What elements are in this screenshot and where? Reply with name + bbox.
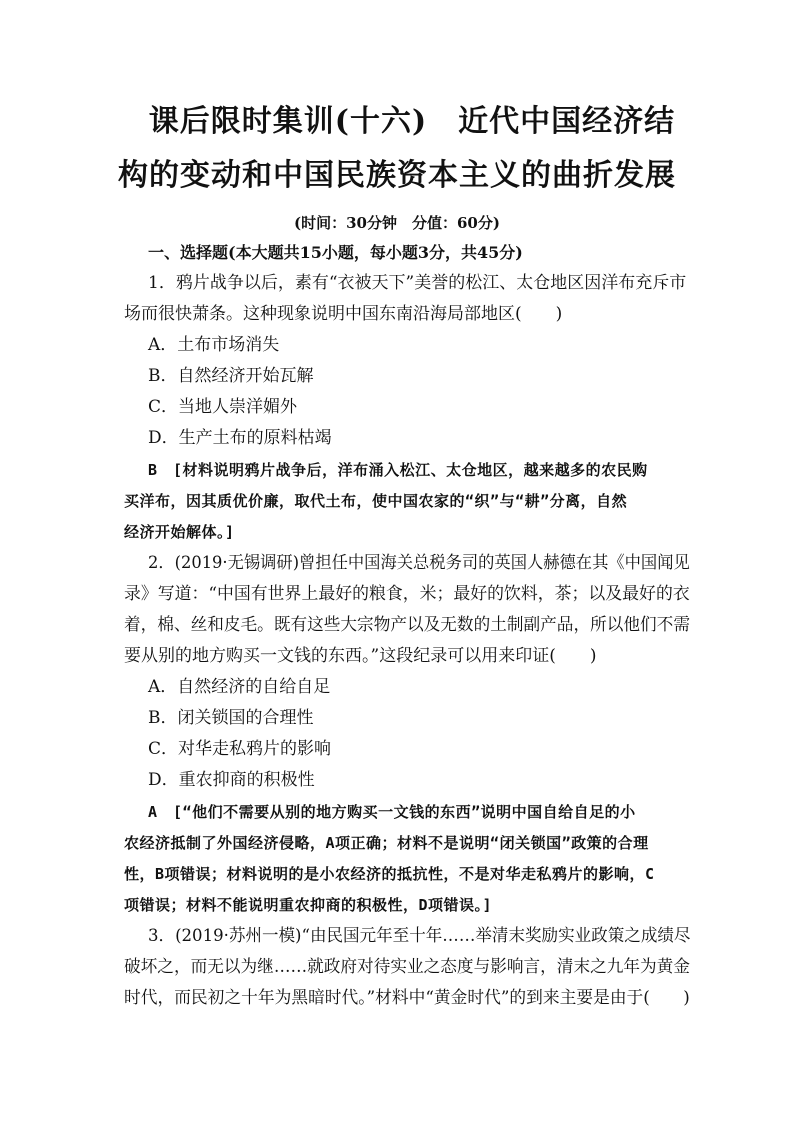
q1-option-b: B．自然经济开始瓦解 — [148, 366, 314, 386]
q2-option-b: B．闭关锁国的合理性 — [148, 708, 314, 728]
q2-stem-line1: 2．(2019·无锡调研)曾担任中国海关总税务司的英国人赫德在其《中国闻见 — [148, 553, 690, 573]
q3-stem-line3: 时代，而民初之十年为黑暗时代。”材料中“黄金时代”的到来主要是由于( ) — [124, 988, 690, 1008]
section-heading: 一、选择题(本大题共15小题，每小题3分，共45分) — [148, 243, 523, 262]
q1-answer-line3: 经济开始解体。] — [124, 523, 235, 541]
q2-answer-line1: A [“他们不需要从别的地方购买一文钱的东西”说明中国自给自足的小 — [148, 803, 636, 821]
q1-stem-line2: 场而很快萧条。这种现象说明中国东南沿海局部地区( ) — [124, 304, 563, 324]
q1-option-d: D．生产土布的原料枯竭 — [148, 428, 332, 448]
q3-stem-line1: 3．(2019·苏州一模)“由民国元年至十年……举清末奖励实业政策之成绩尽 — [148, 926, 691, 946]
q2-answer-line2: 农经济抵制了外国经济侵略，A项正确；材料不是说明“闭关锁国”政策的合理 — [124, 834, 649, 852]
q1-answer-line1: B [材料说明鸦片战争后，洋布涌入松江、太仓地区，越来越多的农民购 — [148, 461, 648, 479]
q2-answer-line4: 项错误；材料不能说明重农抑商的积极性，D项错误。] — [124, 896, 493, 914]
q1-option-a: A．土布市场消失 — [148, 335, 280, 355]
time-score-info: (时间：30分钟 分值：60分) — [294, 214, 500, 232]
q2-option-d: D．重农抑商的积极性 — [148, 770, 315, 790]
q2-stem-line3: 着，棉、丝和皮毛。既有这些大宗物产以及无数的土制副产品，所以他们不需 — [124, 615, 690, 635]
q1-stem-line1: 1．鸦片战争以后，素有“衣被天下”美誉的松江、太仓地区因洋布充斥市 — [148, 273, 687, 293]
q1-option-c: C．当地人崇洋媚外 — [148, 397, 298, 417]
q3-stem-line2: 破坏之，而无以为继……就政府对待实业之态度与影响言，清末之九年为黄金 — [124, 957, 690, 977]
document-title-line1: 课后限时集训(十六) 近代中国经济结 — [148, 104, 676, 139]
q1-answer-line2: 买洋布，因其质优价廉，取代土布，使中国农家的“织”与“耕”分离，自然 — [124, 492, 628, 510]
q2-answer-line3: 性，B项错误；材料说明的是小农经济的抵抗性，不是对华走私鸦片的影响，C — [124, 865, 655, 883]
q2-option-a: A．自然经济的自给自足 — [148, 677, 331, 697]
q2-option-c: C．对华走私鸦片的影响 — [148, 739, 332, 759]
q2-stem-line4: 要从别的地方购买一文钱的东西。”这段纪录可以用来印证( ) — [124, 646, 597, 666]
document-title-line2: 构的变动和中国民族资本主义的曲折发展 — [118, 158, 676, 193]
q2-stem-line2: 录》写道：“中国有世界上最好的粮食，米；最好的饮料，茶；以及最好的衣 — [124, 584, 690, 604]
